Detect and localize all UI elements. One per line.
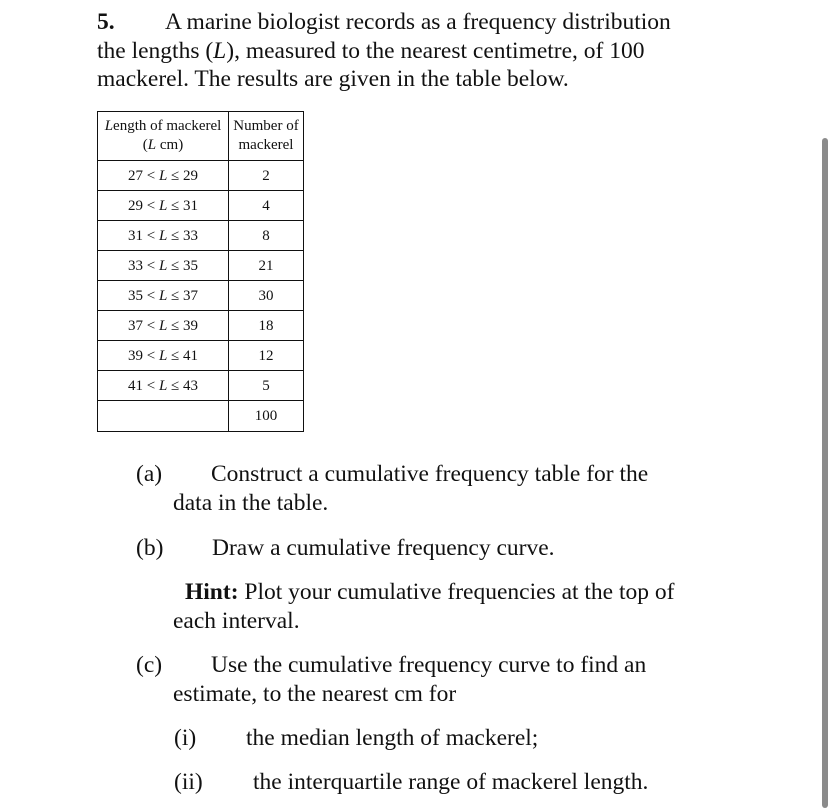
vertical-scrollbar[interactable] <box>822 138 828 808</box>
table-row <box>98 191 304 221</box>
intro-line-2 <box>97 37 717 66</box>
count-cell: 4 <box>229 191 304 221</box>
interval-cell: 33 < L ≤ 35 <box>98 251 229 281</box>
intro-variable: L <box>213 37 227 64</box>
frequency-table <box>97 111 304 432</box>
header-length <box>98 112 229 161</box>
part-a-text <box>173 460 713 517</box>
header-length-line2: (L cm) <box>142 137 184 153</box>
intro-text-2a: the lengths ( <box>97 37 214 64</box>
count-cell: 5 <box>229 371 304 401</box>
interval-cell: 29 < L ≤ 31 <box>98 191 229 221</box>
intro-text-2b: ), measured to the nearest centimetre, of 100 <box>226 37 645 64</box>
part-c-text <box>173 651 713 708</box>
part-c-ii-text: the interquartile range of mackerel length. <box>253 769 649 795</box>
interval-cell: 27 < L ≤ 29 <box>98 161 229 191</box>
total-label-cell <box>98 401 229 432</box>
total-cell: 100 <box>229 401 304 432</box>
count-cell: 18 <box>229 311 304 341</box>
part-a-line2: data in the table. <box>173 489 329 516</box>
part-c-ii-label: (ii) <box>174 769 203 795</box>
count-cell: 12 <box>229 341 304 371</box>
count-cell: 30 <box>229 281 304 311</box>
part-c-i-text: the median length of mackerel; <box>246 725 539 751</box>
table-row <box>98 251 304 281</box>
header-number <box>229 112 304 161</box>
table-row <box>98 311 304 341</box>
table-total-row <box>98 401 304 432</box>
table-row <box>98 281 304 311</box>
interval-cell: 41 < L ≤ 43 <box>98 371 229 401</box>
part-c-line2: estimate, to the nearest cm for <box>173 680 457 707</box>
question-number: 5. <box>97 9 115 35</box>
part-b-text <box>173 534 713 563</box>
count-cell: 8 <box>229 221 304 251</box>
interval-cell: 35 < L ≤ 37 <box>98 281 229 311</box>
table-row <box>98 341 304 371</box>
interval-cell: 39 < L ≤ 41 <box>98 341 229 371</box>
table-header-row <box>98 112 304 161</box>
part-c-label: (c) <box>136 652 163 678</box>
hint-label: Hint: <box>185 579 239 605</box>
part-b-line1 <box>173 534 713 563</box>
interval-cell: 31 < L ≤ 33 <box>98 221 229 251</box>
table-row <box>98 371 304 401</box>
table-row <box>98 161 304 191</box>
hint-line2: each interval. <box>173 607 300 634</box>
hint-text <box>173 578 713 635</box>
intro-line-3: mackerel. The results are given in the table below. <box>97 66 569 92</box>
header-number-line1: Number of <box>233 118 299 134</box>
part-c-i-label: (i) <box>174 725 197 751</box>
hint-line1-text: Plot your cumulative frequencies at the top of <box>244 579 675 605</box>
part-a-line1-text: Construct a cumulative frequency table for the <box>211 461 649 487</box>
part-b-line1-text: Draw a cumulative frequency curve. <box>212 535 555 561</box>
question-intro <box>97 8 717 94</box>
hint-line1 <box>173 578 713 607</box>
intro-line-1 <box>97 8 717 37</box>
header-length-line1: Length of mackerel <box>104 118 222 134</box>
table-row <box>98 221 304 251</box>
part-c-line1 <box>173 651 713 680</box>
part-a-label: (a) <box>136 461 163 487</box>
part-b-label: (b) <box>136 535 164 561</box>
part-a-line1 <box>173 460 713 489</box>
count-cell: 2 <box>229 161 304 191</box>
intro-text-1: A marine biologist records as a frequency distribution <box>165 9 671 35</box>
part-c-line1-text: Use the cumulative frequency curve to find an <box>211 652 647 678</box>
header-number-line2: mackerel <box>238 137 294 153</box>
interval-cell: 37 < L ≤ 39 <box>98 311 229 341</box>
count-cell: 21 <box>229 251 304 281</box>
